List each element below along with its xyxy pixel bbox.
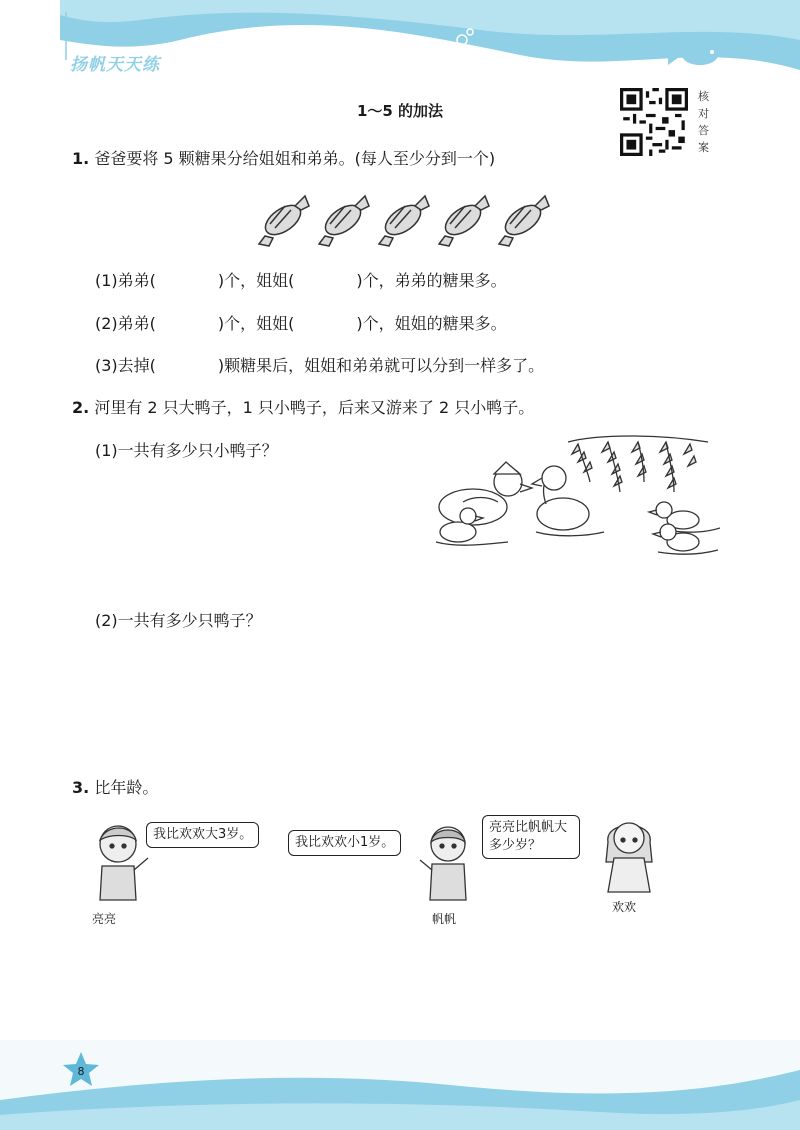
candy-illustration bbox=[255, 188, 565, 248]
girl-huanhuan-illustration bbox=[600, 812, 658, 898]
q2-sub-1: (1)一共有多少只小鸭子？ bbox=[95, 441, 278, 460]
boy-liangliang-illustration bbox=[88, 820, 152, 910]
name-liangliang: 亮亮 bbox=[92, 912, 117, 926]
speech-bubble-3: 亮亮比帆帆大多少岁？ bbox=[482, 815, 580, 859]
page-number: 8 bbox=[77, 1065, 85, 1078]
q2-sub-2: (2)一共有多少只鸭子？ bbox=[95, 611, 262, 630]
ducks-illustration bbox=[428, 432, 720, 568]
fish-icon bbox=[274, 41, 314, 55]
boy-fanfan-illustration bbox=[418, 820, 478, 910]
big-duck-icon bbox=[532, 466, 604, 536]
name-fanfan: 帆帆 bbox=[432, 912, 457, 926]
big-duck-icon bbox=[439, 462, 532, 525]
footer-wave-banner bbox=[0, 1040, 800, 1130]
qr-label: 核 对 答 案 bbox=[698, 90, 709, 154]
qr-code-icon[interactable] bbox=[620, 88, 688, 156]
page-title: 1～5 的加法 bbox=[356, 102, 444, 120]
q1-sub-1: (1)弟弟( )个，姐姐( )个，弟弟的糖果多。 bbox=[95, 271, 507, 290]
question-3: 3. 比年龄。 bbox=[72, 778, 159, 797]
q1-sub-3: (3)去掉( )颗糖果后，姐姐和弟弟就可以分到一样多了。 bbox=[95, 356, 545, 375]
q1-sub-2: (2)弟弟( )个，姐姐( )个，姐姐的糖果多。 bbox=[95, 314, 507, 333]
name-huanhuan: 欢欢 bbox=[612, 900, 637, 914]
duckling-icon bbox=[649, 502, 720, 532]
question-1: 1. 爸爸要将 5 颗糖果分给姐姐和弟弟。(每人至少分到一个) bbox=[72, 149, 496, 168]
speech-bubble-2: 我比欢欢小1岁。 bbox=[288, 830, 401, 856]
candy-icon bbox=[259, 196, 309, 246]
speech-bubble-1: 我比欢欢大3岁。 bbox=[146, 822, 259, 848]
header-wave-banner bbox=[0, 0, 800, 90]
brand-logo: 扬帆天天练 bbox=[70, 55, 160, 75]
question-2: 2. 河里有 2 只大鸭子，1 只小鸭子，后来又游来了 2 只小鸭子。 bbox=[72, 398, 535, 417]
